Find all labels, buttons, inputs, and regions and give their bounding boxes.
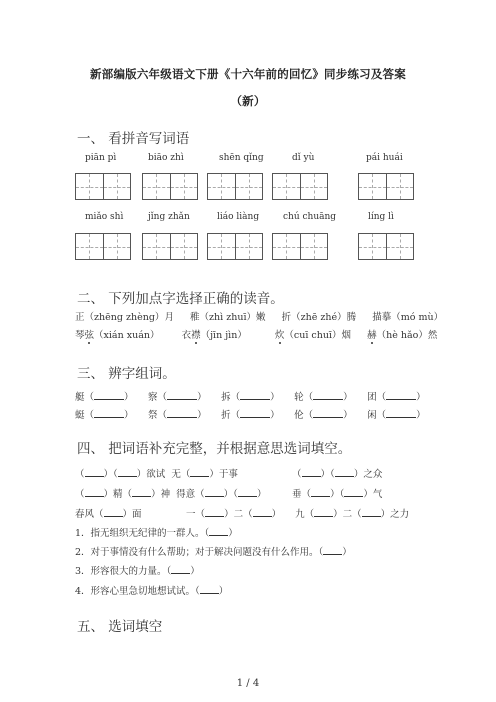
writing-box[interactable] — [75, 173, 131, 200]
doc-title-line1: 新部编版六年级语文下册《十六年前的回忆》同步练习及答案 — [90, 67, 406, 81]
answer-blank[interactable] — [302, 467, 321, 477]
answer-blank[interactable] — [362, 507, 381, 517]
answer-blank[interactable] — [94, 408, 124, 418]
doc-title-line2: （新） — [230, 94, 266, 108]
pinyin-2-3: liáo liàng — [217, 212, 260, 222]
dotted-char: 襟 — [191, 330, 201, 341]
definition-2: 2．对于事情没有什么帮助；对于解决问题没有什么作用。（ ） — [75, 547, 352, 558]
page-number: 1 / 4 — [236, 678, 260, 689]
answer-blank[interactable] — [323, 545, 342, 555]
answer-blank[interactable] — [167, 390, 197, 400]
pinyin-2-5: líng lì — [368, 212, 394, 222]
dotted-char: 弦 — [84, 330, 95, 341]
pinyin-1-2: biāo zhì — [148, 153, 184, 163]
dotted-char: 赫 — [367, 330, 377, 341]
section2-heading: 二、 下列加点字选择正确的读音。 — [77, 291, 284, 307]
answer-blank[interactable] — [200, 584, 219, 594]
answer-blank[interactable] — [253, 507, 272, 517]
answer-blank[interactable] — [190, 467, 209, 477]
section5-heading: 五、 选词填空 — [77, 619, 163, 635]
answer-blank[interactable] — [386, 390, 416, 400]
writing-box[interactable] — [142, 233, 198, 260]
answer-blank[interactable] — [104, 507, 123, 517]
answer-blank[interactable] — [132, 487, 151, 497]
definition-3: 3．形容很大的力量。（ ） — [75, 566, 200, 577]
pinyin-1-5: pái huái — [366, 153, 403, 163]
pinyin-1-4: dǐ yù — [292, 153, 315, 163]
writing-box[interactable] — [272, 173, 328, 200]
pinyin-2-2: jǐng zhǎn — [148, 212, 190, 222]
answer-blank[interactable] — [171, 564, 190, 574]
answer-blank[interactable] — [205, 507, 224, 517]
definition-1: 1．指无组织无纪律的一群人。（ ） — [75, 528, 238, 539]
answer-blank[interactable] — [386, 408, 416, 418]
answer-blank[interactable] — [209, 526, 228, 536]
idiom-row-2: （ ）精（ ）神 得意（ ）（ ） 垂（ ）（ ）气 — [75, 489, 383, 500]
pinyin-2-4: chú chuāng — [283, 212, 337, 222]
answer-blank[interactable] — [85, 467, 104, 477]
dotted-char: 炊 — [274, 330, 285, 341]
answer-blank[interactable] — [85, 487, 104, 497]
reading-line-2: 琴弦（xián xuán） 衣襟（jīn jìn） 炊（cuī chuī）烟 赫（hè hǎo）然 — [75, 330, 438, 341]
writing-box[interactable] — [142, 173, 198, 200]
answer-blank[interactable] — [118, 467, 137, 477]
answer-blank[interactable] — [240, 390, 270, 400]
writing-box[interactable] — [358, 233, 414, 260]
pinyin-2-1: miǎo shì — [85, 212, 124, 222]
answer-blank[interactable] — [311, 487, 330, 497]
answer-blank[interactable] — [344, 487, 363, 497]
writing-box[interactable] — [207, 173, 263, 200]
writing-box[interactable] — [75, 233, 131, 260]
pinyin-1-1: piān pì — [85, 153, 117, 163]
pinyin-1-3: shēn qǐng — [219, 153, 264, 163]
idiom-row-3: 春风（ ）面 一（ ）二（ ） 九（ ）二（ ）之力 — [75, 509, 410, 520]
word-group-row-1: 艇（ ） 察（ ） 拆（ ） 轮（ ） 团（ ） — [75, 392, 426, 403]
definition-4: 4．形容心里急切地想试试。（ ） — [75, 586, 229, 597]
answer-blank[interactable] — [167, 408, 197, 418]
answer-blank[interactable] — [94, 390, 124, 400]
answer-blank[interactable] — [314, 507, 333, 517]
writing-box[interactable] — [358, 173, 414, 200]
word-group-row-2: 蜓（ ） 祭（ ） 折（ ） 伦（ ） 闲（ ） — [75, 410, 426, 421]
reading-line-1: 正（zhēng zhèng）月 稚（zhì zhuī）嫩 折（zhē zhé）腾 描摹（mó mù） — [75, 312, 444, 323]
answer-blank[interactable] — [238, 487, 257, 497]
section1-heading: 一、 看拼音写词语 — [77, 131, 190, 147]
writing-box[interactable] — [207, 233, 263, 260]
answer-blank[interactable] — [335, 467, 354, 477]
answer-blank[interactable] — [240, 408, 270, 418]
answer-blank[interactable] — [313, 390, 343, 400]
answer-blank[interactable] — [313, 408, 343, 418]
writing-box[interactable] — [272, 233, 328, 260]
answer-blank[interactable] — [205, 487, 224, 497]
section4-heading: 四、 把词语补充完整，并根据意思选词填空。 — [77, 441, 352, 457]
section3-heading: 三、 辨字组词。 — [77, 366, 176, 382]
idiom-row-1: （ ）（ ）欲试 无（ ）于事 （ ）（ ）之众 — [75, 469, 383, 480]
